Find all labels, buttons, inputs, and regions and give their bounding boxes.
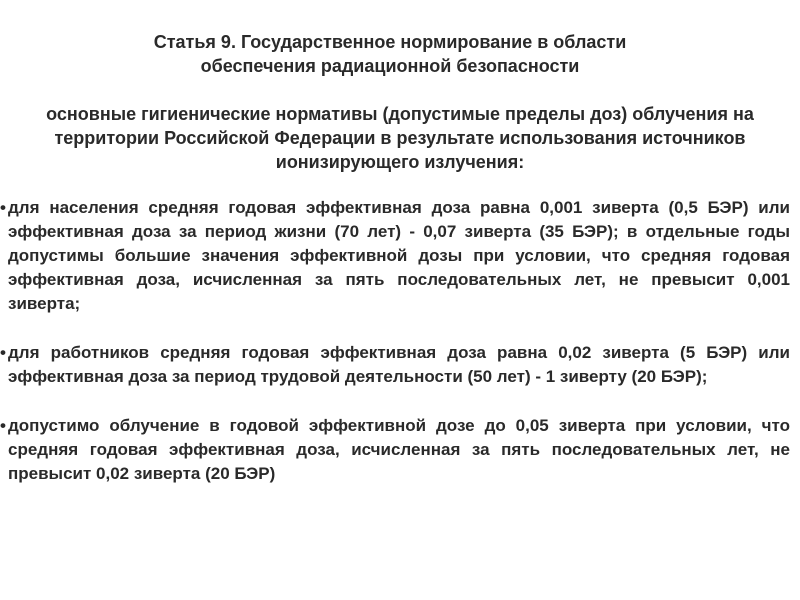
norms-list <box>0 196 790 511</box>
list-item-text: для работников средняя годовая эффективная доза равна 0,02 зиверта (5 БЭР) или эффективная доза за период трудовой деятельности (50 лет) - 1 зиверту (20 БЭР); <box>8 343 790 386</box>
list-item-allowed-exposure <box>0 414 790 486</box>
intro-paragraph: основные гигиенические нормативы (допустимые пределы доз) облучения на территории Российской Федерации в результате использования источников ионизирующего излучения: <box>46 104 754 172</box>
list-item-text: для населения средняя годовая эффективная доза равна 0,001 зиверта (0,5 БЭР) или эффективная доза за период жизни (70 лет) - 0,07 зиверта (35 БЭР); в отдельные годы допустимы большие значения эффективной дозы при условии, что средняя годовая эффективная доза, исчисленная за пять последовательных лет, не превысит 0,001 зиверта; <box>8 198 790 313</box>
bullet-icon: • <box>0 416 6 435</box>
list-item-population <box>0 196 790 316</box>
list-item-workers <box>0 341 790 389</box>
page-title: Статья 9. Государственное нормирование в области обеспечения радиационной безопасности <box>153 32 627 76</box>
bullet-icon: • <box>0 198 6 217</box>
list-item-text: допустимо облучение в годовой эффективной дозе до 0,05 зиверта при условии, что средняя годовая эффективная доза, исчисленная за пять последовательных лет, не превысит 0,02 зиверта (20 БЭР) <box>8 416 790 483</box>
bullet-icon: • <box>0 343 6 362</box>
